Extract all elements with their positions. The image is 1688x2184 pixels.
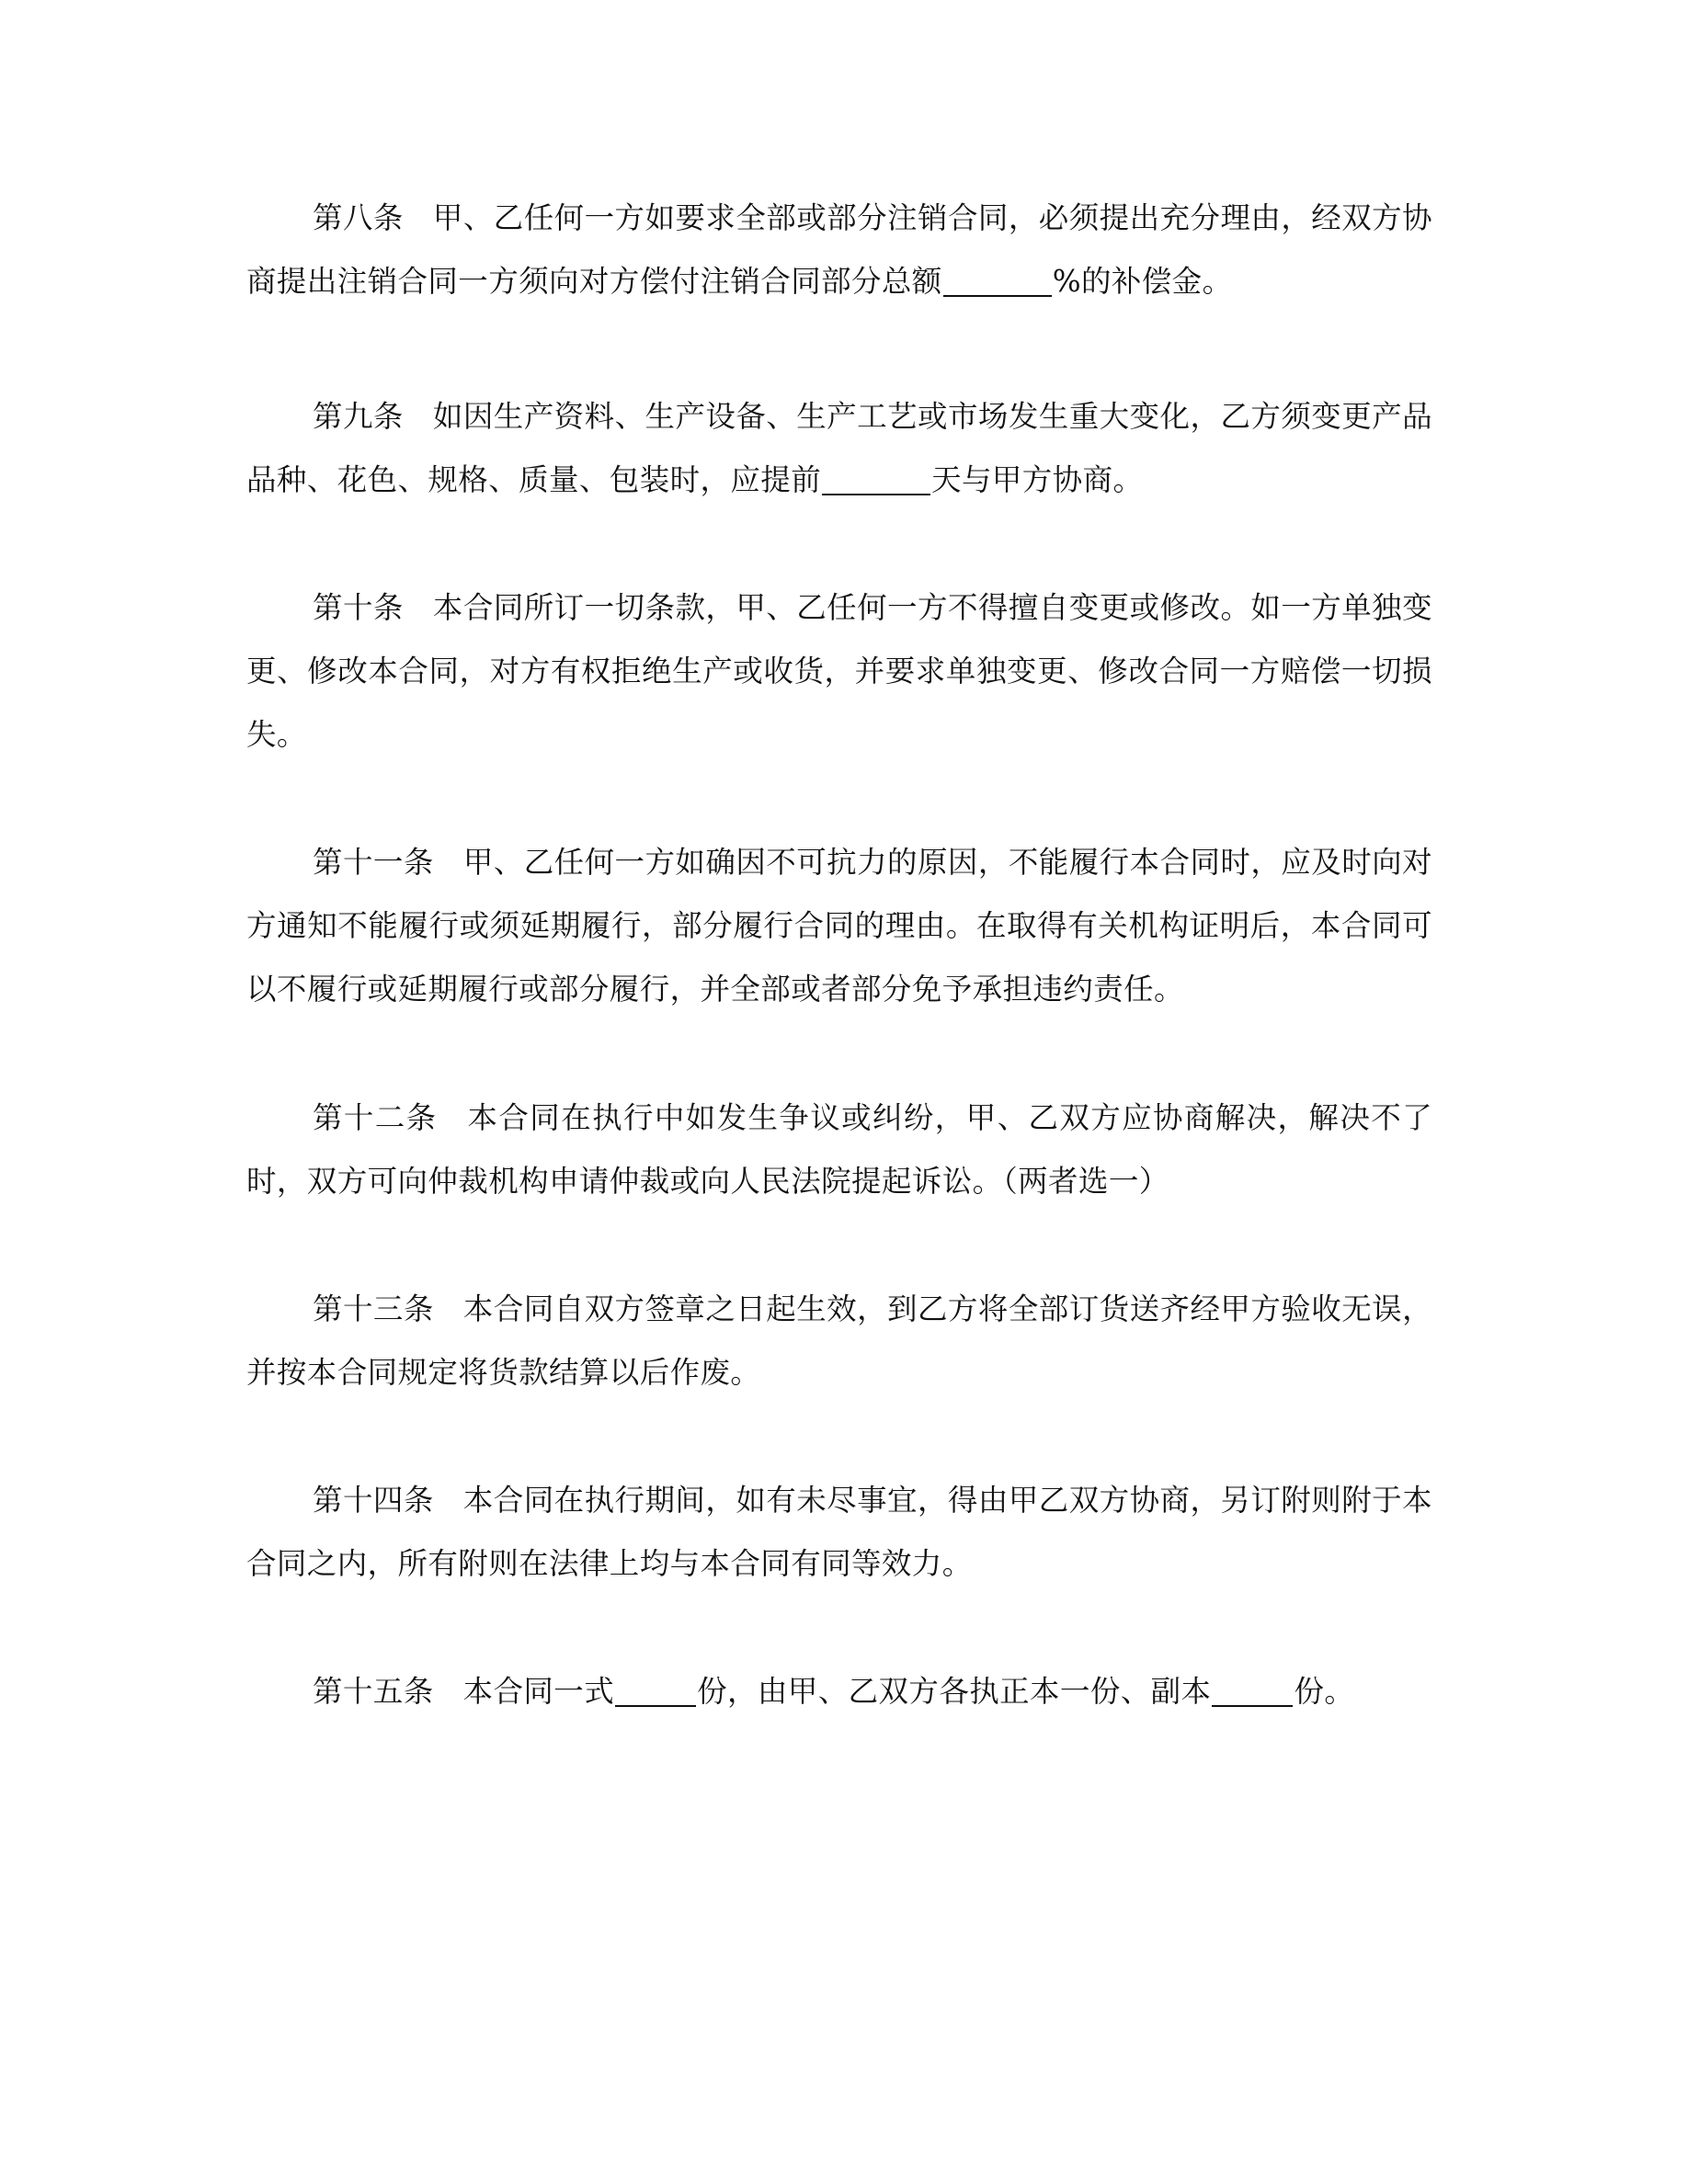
- fill-blank-notice-days[interactable]: [822, 462, 930, 495]
- article-15: [246, 1660, 1432, 1723]
- article-13: [246, 1278, 1432, 1405]
- article-text: 甲、乙任何一方如要求全部或部分注销合同，必须提出充分理由，经双方协商提出注销合同一方须向对方偿付注销合同部分总额: [246, 200, 1433, 299]
- article-text: 份。: [1294, 1674, 1355, 1709]
- fill-blank-compensation-percent[interactable]: [943, 264, 1052, 297]
- article-text: 如因生产资料、生产设备、生产工艺或市场发生重大变化，乙方须变更产品品种、花色、规格、质量、包装时，应提前: [246, 399, 1433, 497]
- article-8: [246, 187, 1432, 313]
- article-12: [246, 1086, 1432, 1213]
- article-text: 本合同一式: [462, 1674, 615, 1709]
- article-text: 本合同自双方签章之日起生效，到乙方将全部订货送齐经甲方验收无误，并按本合同规定将货款结算以后作废。: [246, 1291, 1432, 1390]
- article-text: %的补偿金。: [1052, 264, 1233, 299]
- article-11: [246, 831, 1432, 1021]
- article-9: [246, 385, 1432, 512]
- article-14: [246, 1469, 1432, 1596]
- article-text: 本合同所订一切条款，甲、乙任何一方不得擅自变更或修改。如一方单独变更、修改本合同，对方有权拒绝生产或收货，并要求单独变更、修改合同一方赔偿一切损失。: [246, 590, 1433, 752]
- article-heading: 第十四条: [313, 1483, 434, 1518]
- article-heading: 第九条: [313, 399, 404, 434]
- article-text: 本合同在执行期间，如有未尽事宜，得由甲乙双方协商，另订附则附于本合同之内，所有附则在法律上均与本合同有同等效力。: [246, 1483, 1432, 1581]
- article-text: 份，由甲、乙双方各执正本一份、副本: [697, 1674, 1212, 1709]
- article-heading: 第十一条: [313, 845, 434, 880]
- article-heading: 第八条: [313, 200, 404, 235]
- article-text: 甲、乙任何一方如确因不可抗力的原因，不能履行本合同时，应及时向对方通知不能履行或须延期履行，部分履行合同的理由。在取得有关机构证明后，本合同可以不履行或延期履行或部分履行，并全部或者部分免予承担违约责任。: [246, 845, 1432, 1007]
- fill-blank-copies-total[interactable]: [615, 1674, 696, 1707]
- article-text: 天与甲方协商。: [931, 462, 1144, 497]
- fill-blank-duplicate-copies[interactable]: [1212, 1674, 1293, 1707]
- article-heading: 第十条: [313, 590, 404, 625]
- article-text: 本合同在执行中如发生争议或纠纷，甲、乙双方应协商解决，解决不了时，双方可向仲裁机构申请仲裁或向人民法院提起诉讼。（两者选一）: [246, 1100, 1432, 1199]
- article-heading: 第十二条: [313, 1100, 438, 1135]
- article-heading: 第十五条: [313, 1674, 434, 1709]
- article-10: [246, 576, 1432, 767]
- article-heading: 第十三条: [313, 1291, 434, 1326]
